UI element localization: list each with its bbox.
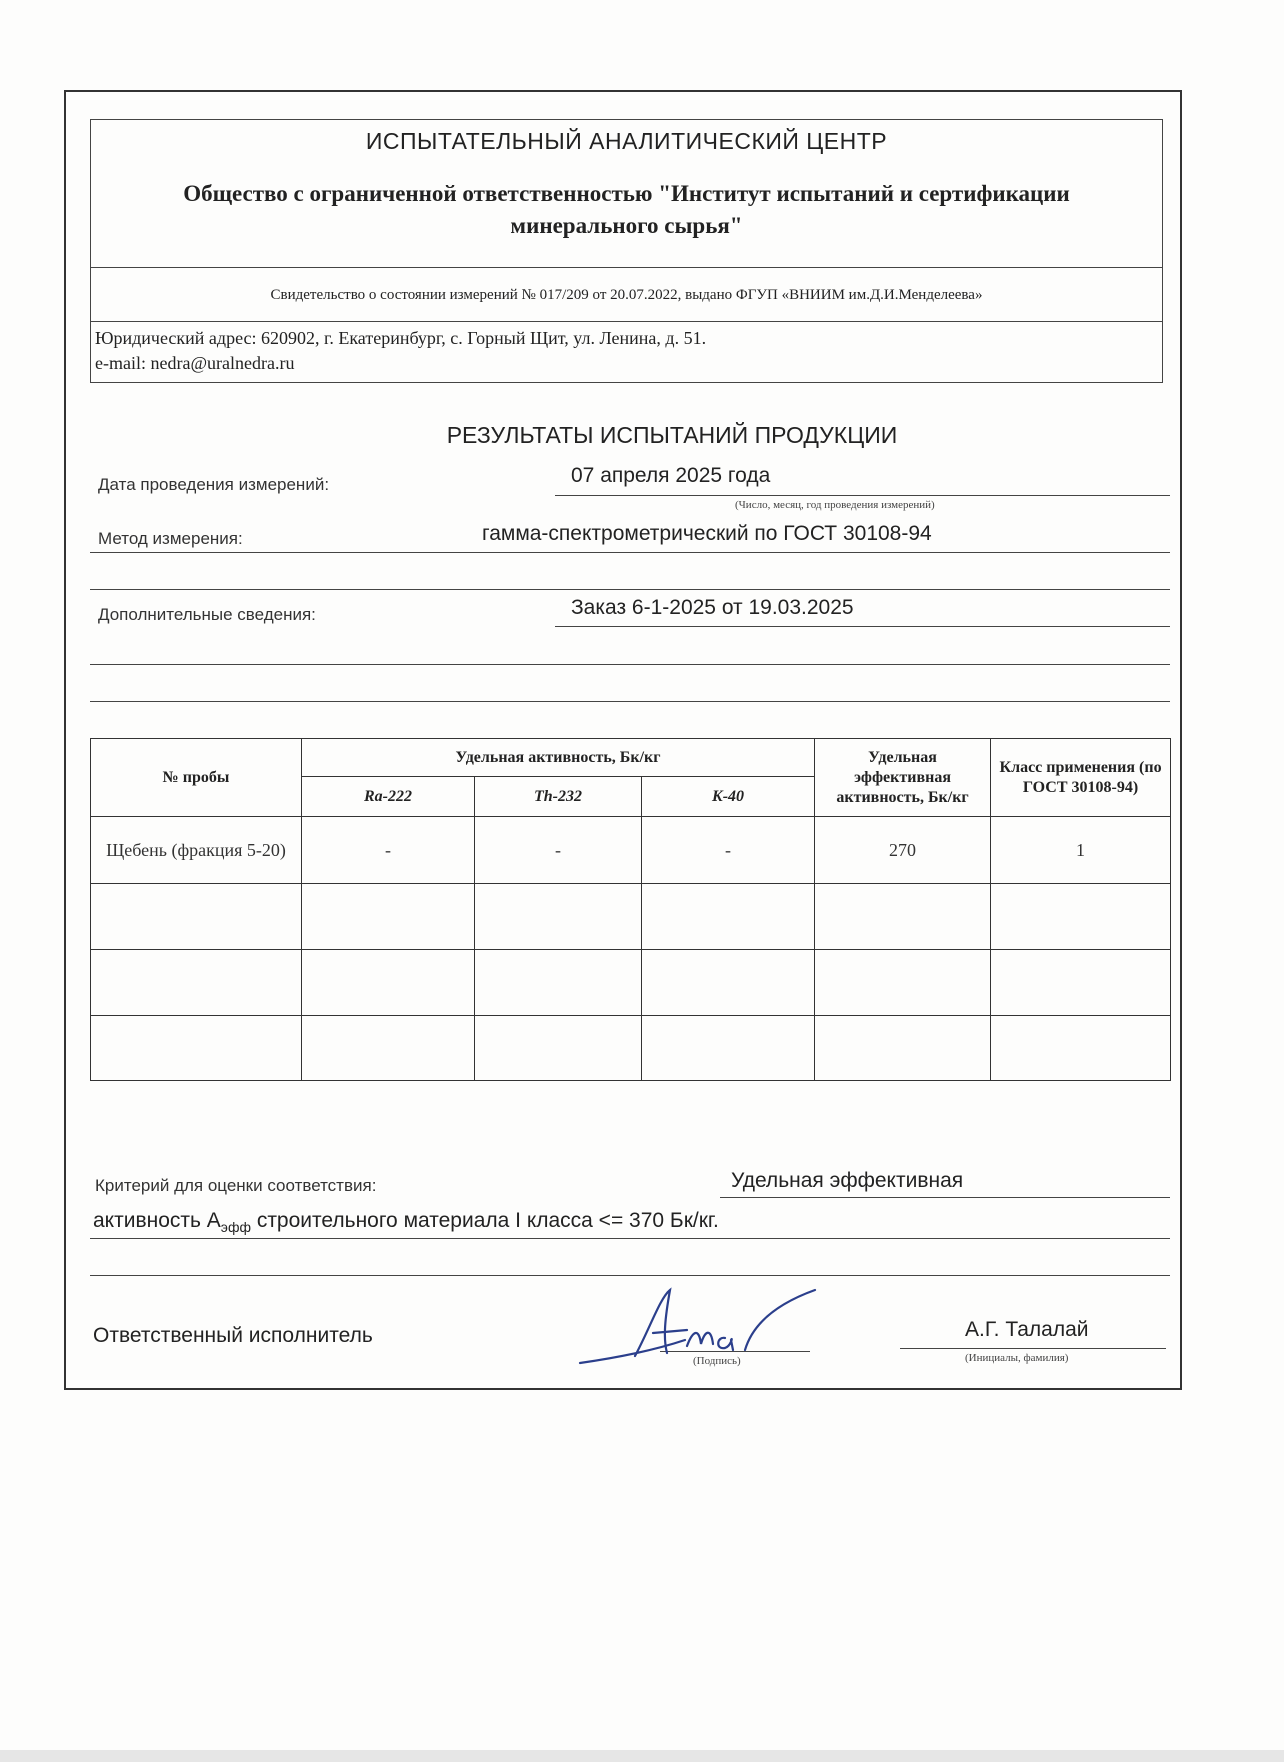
name-underline: [900, 1348, 1166, 1349]
legal-address: Юридический адрес: 620902, г. Екатеринбург, с. Горный Щит, ул. Ленина, д. 51.: [95, 328, 707, 348]
header-title-cell: [91, 120, 1162, 268]
method-value: гамма-спектрометрический по ГОСТ 30108-94: [482, 522, 932, 545]
col-sample-header: № пробы: [91, 739, 302, 817]
sample-cell: Щебень (фракция 5-20): [91, 817, 302, 884]
eff-cell: 270: [815, 817, 991, 884]
executor-name: А.Г. Талалай: [965, 1318, 1089, 1341]
table-row-empty: [91, 884, 1171, 950]
col-activity-header: Удельная активность, Бк/кг: [302, 739, 815, 777]
address-block: [95, 326, 1158, 376]
table-row-empty: [91, 950, 1171, 1016]
method-label: Метод измерения:: [98, 529, 243, 548]
col-k-header: K-40: [642, 777, 815, 817]
date-value: 07 апреля 2025 года: [571, 464, 771, 487]
k-cell: -: [642, 817, 815, 884]
handwritten-signature: [575, 1278, 845, 1374]
blank-line: [90, 1275, 1170, 1276]
date-label: Дата проведения измерений:: [98, 475, 330, 494]
signature-note: (Подпись): [693, 1355, 741, 1367]
criterion-value-line2: активность $А_{эфф}$ строительного материала I класса <= 370 Бк/кг.: [93, 1209, 719, 1236]
responsible-label: Ответственный исполнитель: [93, 1324, 373, 1347]
col-eff-header: Удельная эффективная активность, Бк/кг: [815, 739, 991, 817]
blank-line: [90, 664, 1170, 665]
extra-underline: [555, 626, 1170, 627]
name-note: (Инициалы, фамилия): [965, 1352, 1069, 1364]
criterion-value-line1: Удельная эффективная: [731, 1169, 964, 1192]
criterion-underline: [720, 1197, 1170, 1198]
blank-line: [90, 701, 1170, 702]
email: e-mail: nedra@uralnedra.ru: [95, 353, 295, 373]
extra-label: Дополнительные сведения:: [98, 605, 316, 624]
results-title: РЕЗУЛЬТАТЫ ИСПЫТАНИЙ ПРОДУКЦИИ: [446, 422, 898, 448]
ra-cell: -: [302, 817, 475, 884]
certificate-line: Свидетельство о состоянии измерений № 017/209 от 20.07.2022, выдано ФГУП «ВНИИМ им.Д.И.Менделеева»: [91, 268, 1162, 322]
col-th-header: Th-232: [475, 777, 642, 817]
scan-edge: [0, 1750, 1284, 1762]
criterion-label: Критерий для оценки соответствия:: [95, 1176, 377, 1195]
table-row: [91, 817, 1171, 884]
extra-value: Заказ 6-1-2025 от 19.03.2025: [571, 596, 854, 619]
th-cell: -: [475, 817, 642, 884]
header-box: [90, 119, 1163, 383]
class-cell: 1: [991, 817, 1171, 884]
date-underline: [555, 495, 1170, 496]
center-title: ИСПЫТАТЕЛЬНЫЙ АНАЛИТИЧЕСКИЙ ЦЕНТР: [365, 128, 888, 154]
method-underline: [90, 552, 1170, 553]
results-table: [90, 738, 1171, 1081]
col-ra-header: Ra-222: [302, 777, 475, 817]
date-note: (Число, месяц, год проведения измерений): [735, 499, 935, 511]
organization-name: Общество с ограниченной ответственностью "Институт испытаний и сертификации минерального сырья": [183, 181, 1070, 238]
col-class-header: Класс применения (по ГОСТ 30108-94): [991, 739, 1171, 817]
criterion-underline-2: [90, 1238, 1170, 1239]
table-header-row: [91, 739, 1171, 777]
table-row-empty: [91, 1016, 1171, 1081]
blank-line: [90, 589, 1170, 590]
